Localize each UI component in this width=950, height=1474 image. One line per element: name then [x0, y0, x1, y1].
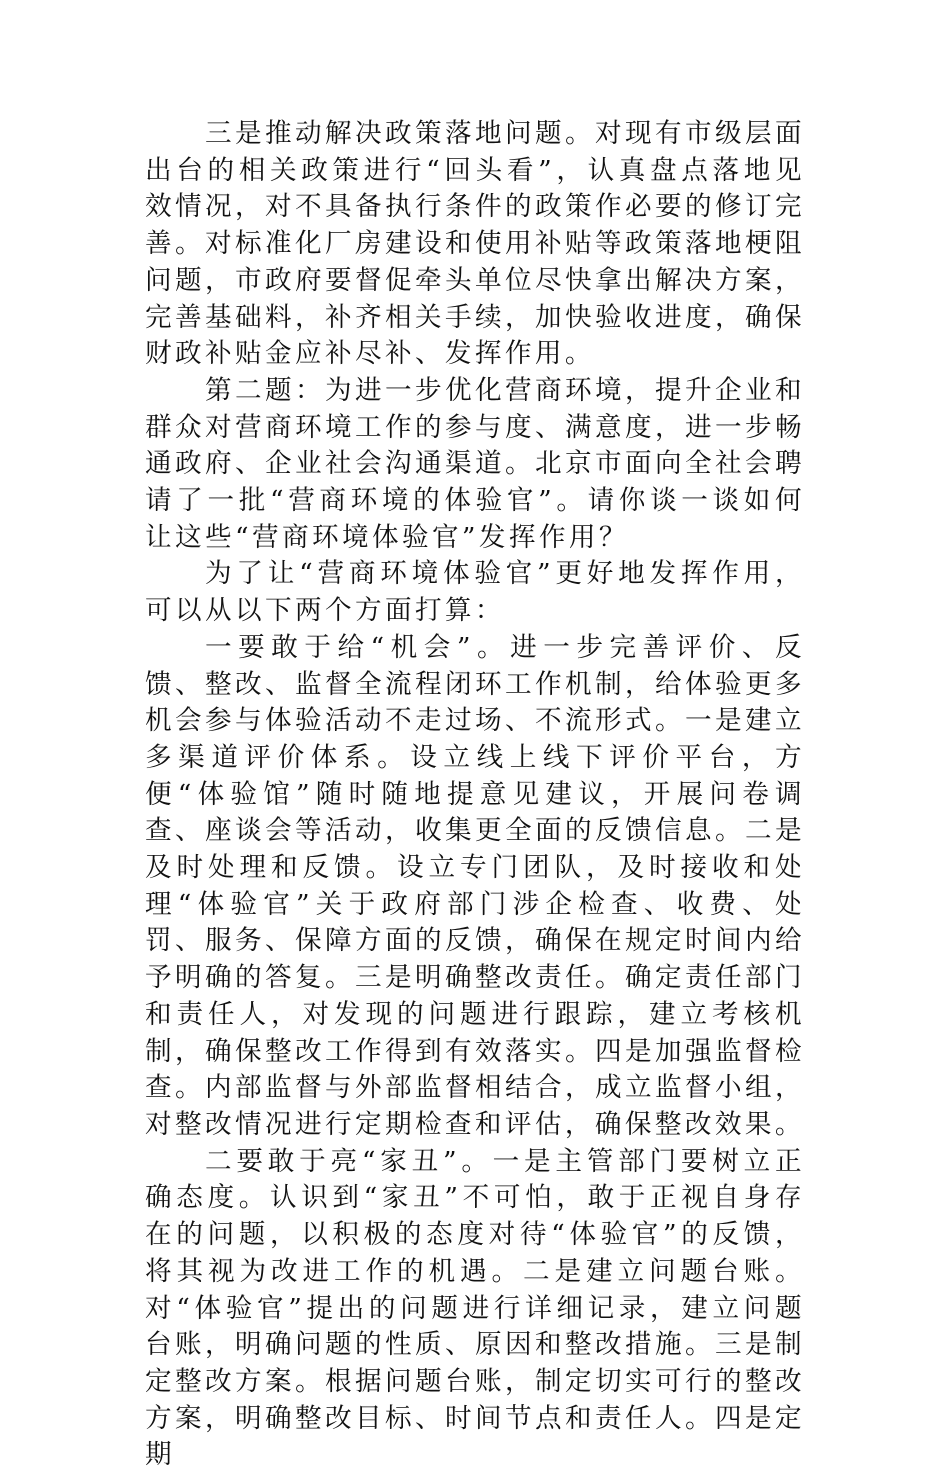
document-page	[145, 116, 805, 1474]
paragraph-policy-implementation: 三是推动解决政策落地问题。对现有市级层面出台的相关政策进行“回头看”，认真盘点落地见效情况，对不具备执行条件的政策作必要的修订完善。对标准化厂房建设和使用补贴等政策落地梗阻问题，市政府要督促牵头单位尽快拿出解决方案，完善基础料，补齐相关手续，加快验收进度，确保财政补贴金应补尽补、发挥作用。	[145, 118, 805, 370]
paragraph-question-two: 第二题：为进一步优化营商环境，提升企业和群众对营商环境工作的参与度、满意度，进一步畅通政府、企业社会沟通渠道。北京市面向全社会聘请了一批“营商环境的体验官”。请你谈一谈如何让这些“营商环境体验官”发挥作用？	[145, 374, 805, 553]
paragraph-give-opportunity: 一要敢于给“机会”。进一步完善评价、反馈、整改、监督全流程闭环工作机制，给体验更多机会参与体验活动不走过场、不流形式。一是建立多渠道评价体系。设立线上线下评价平台，方便“体验馆”随时随地提意见建议，开展问卷调查、座谈会等活动，收集更全面的反馈信息。二是及时处理和反馈。设立专门团队，及时接收和处理“体验官”关于政府部门涉企检查、收费、处罚、服务、保障方面的反馈，确保在规定时间内给予明确的答复。三是明确整改责任。确定责任部门和责任人，对发现的问题进行跟踪，建立考核机制，确保整改工作得到有效落实。四是加强监督检查。内部监督与外部监督相结合，成立监督小组，对整改情况进行定期检查和评估，确保整改效果。	[145, 631, 805, 1140]
paragraph-expose-problems: 二要敢于亮“家丑”。一是主管部门要树立正确态度。认识到“家丑”不可怕，敢于正视自身存在的问题，以积极的态度对待“体验官”的反馈，将其视为改进工作的机遇。二是建立问题台账。对“体验官”提出的问题进行详细记录，建立问题台账，明确问题的性质、原因和整改措施。三是制定整改方案。根据问题台账，制定切实可行的整改方案，明确整改目标、时间节点和责任人。四是定期	[145, 1145, 805, 1471]
paragraph-answer-intro: 为了让“营商环境体验官”更好地发挥作用，可以从以下两个方面打算：	[145, 558, 805, 627]
